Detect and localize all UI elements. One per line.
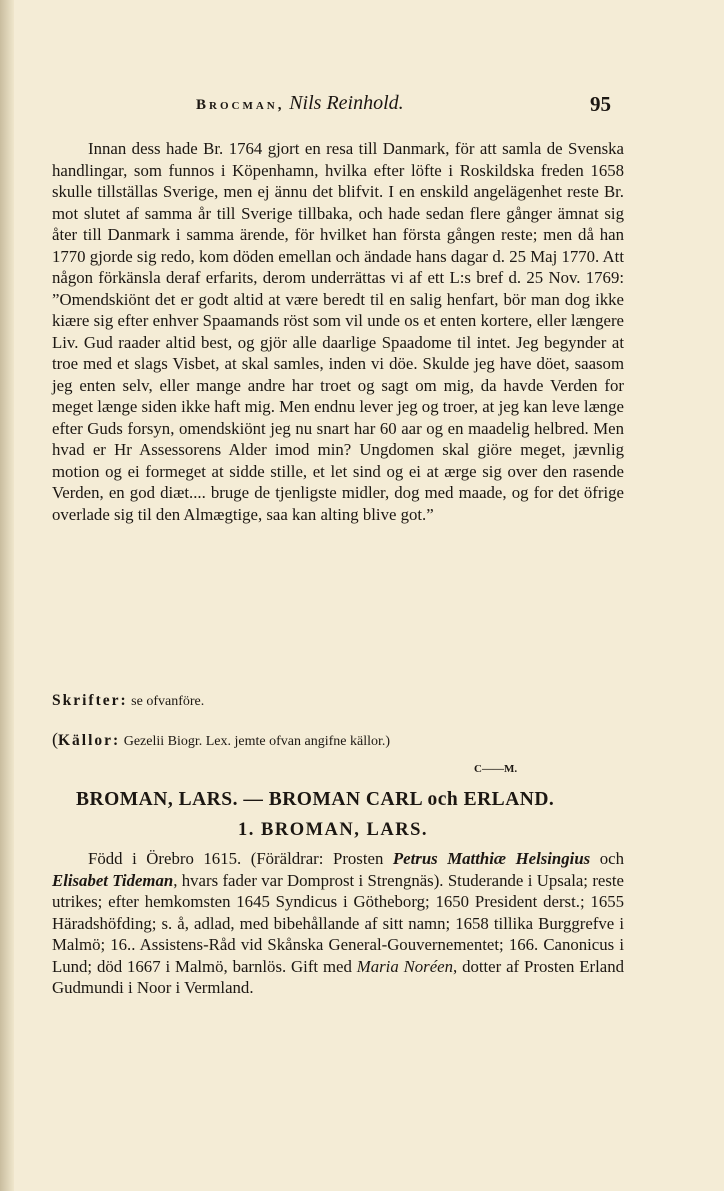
skrifter-label: Skrifter:: [52, 692, 128, 709]
kallor-text: Gezelii Biogr. Lex. jemte ofvan angifne källor.): [123, 734, 391, 749]
page-gutter: [0, 0, 14, 1191]
person-name: Maria Noréen: [356, 956, 453, 976]
running-head-given-name: Nils Reinhold.: [289, 92, 404, 114]
running-head: [196, 92, 596, 122]
paragraph-innan-dess: [52, 138, 624, 525]
author-signature: C——M.: [474, 763, 518, 775]
text-part: och: [590, 849, 624, 868]
kallor-label: Källor:: [58, 732, 121, 749]
kallor-line: [52, 729, 624, 750]
kallor-open-paren: (: [52, 729, 58, 749]
person-name: Elisabet Tideman: [52, 870, 174, 890]
text-part: , dotter af Prosten Erland Gudmundi i Noor i Vermland.: [52, 956, 624, 997]
skrifter-text: se ofvanföre.: [131, 694, 205, 709]
subsection-title: 1. BROMAN, LARS.: [238, 820, 428, 840]
text-part: , hvars fader var Domprost i Strengnäs). Studerande i Upsala; reste utrikes; efter hemkomsten 1645 Syndicus i Götheborg; 1650 President derst.; 1655 Häradshöfding; s. å, adlad, med bibehållande af sitt namn; 1658 tillika Burggrefve i Malmö; 16.. Assistens-Råd vid Skånska General-Gouvernementet; 166. Canonicus i Lund; död 1667 i Malmö, barnlös. Gift med: [52, 870, 624, 976]
paragraph-fodd: [52, 848, 624, 999]
person-name: Petrus Matthiæ Helsingius: [392, 849, 591, 868]
text-part: Född i Örebro 1615. (Föräldrar: Prosten: [88, 849, 393, 868]
section-title: BROMAN, LARS. — BROMAN CARL och ERLAND.: [76, 789, 555, 810]
running-head-surname: Brocman,: [196, 97, 285, 113]
paragraph-text: Innan dess hade Br. 1764 gjort en resa till Danmark, för att samla de Svenska handlingar, som funnos i Köpenhamn, hvilka efter löfte i Roskildska freden 1658 skulle tillställas Sverige, men ej ännu det blifvit. I en enskild angelägenhet reste Br. mot slutet af samma år till Sverige tillbaka, och hade sedan flere gånger ämnat sig åter till Danmark i samma ärende, för hvilket han första gången reste; men då han 1770 gjorde sig redo, kom döden emellan och ändade hans dagar d. 25 Maj 1770. Att någon förkänsla deraf erfarits, derom underrättas vi af ett L:s bref d. 25 Nov. 1769: ”Omendskiönt det er godt altid at være beredt til en salig henfart, bör man dog ikke kiære sig efter enhver Spaamands röst som vil unde os et enten kortere, eller længere Liv. Gud raader altid best, og gjör alle daarlige Spaadome til intet. Jeg begynder at troe med et slags Visbet, at skal samles, inden vi döe. Skulde jeg have döet, saasom jeg enten selv, eller mange andre har troet og sagt om mig, da havde Verden for meget længe siden ikke haft mig. Men endnu lever jeg og troer, at jeg kan leve længe efter Guds forsyn, omendskiönt jeg nu snart har 60 aar og en maadelig helbred. Men hvad er Hr Assessorens Alder imod min? Ungdomen skal giöre meget, jævnlig motion og ei formeget at sidde stille, et let sind og ei at ærge sig over den rasende Verden, en god diæt.... bruge de tjenligste midler, dog med maade, og for det öfrige overlade sig til den Almægtige, saa kan alting blive got.”: [52, 139, 624, 524]
page-number: 95: [590, 92, 611, 116]
paragraph-body: [52, 848, 624, 999]
skrifter-line: [52, 692, 624, 710]
